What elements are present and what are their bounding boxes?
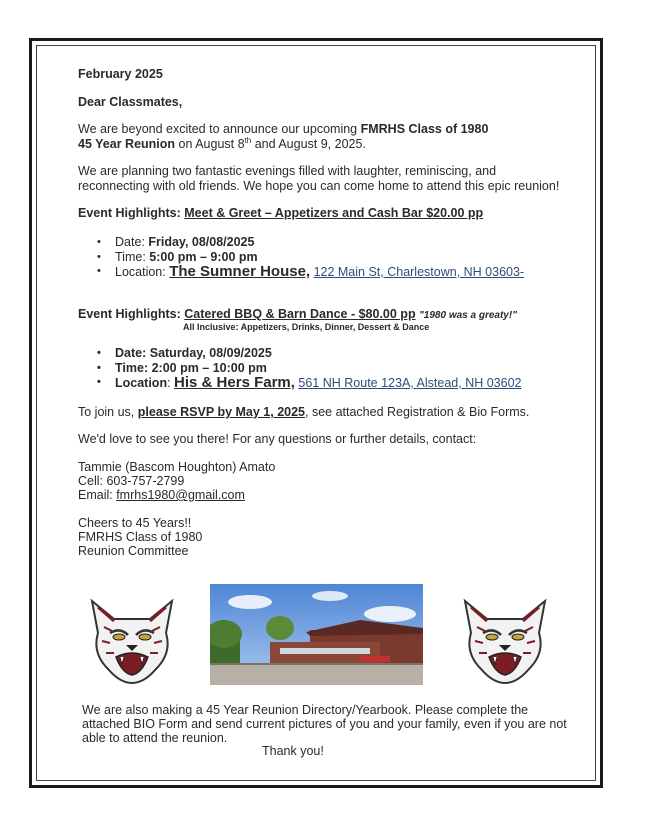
event1-date: • Date: Friday, 08/08/2025: [115, 235, 254, 250]
yearbook-line-3: able to attend the reunion.: [82, 731, 228, 745]
school-building-photo: [210, 584, 423, 685]
event2-date: • Date: Saturday, 08/09/2025: [115, 346, 272, 361]
rsvp-line: To join us, please RSVP by May 1, 2025, see attached Registration & Bio Forms.: [78, 405, 530, 419]
email-link[interactable]: fmrhs1980@gmail.com: [116, 488, 245, 502]
contact-cell: Cell: 603-757-2799: [78, 474, 185, 488]
intro-line-1: We are beyond excited to announce our upcoming FMRHS Class of 1980: [78, 122, 489, 136]
event2-inclusive: All Inclusive: Appetizers, Drinks, Dinner, Dessert & Dance: [183, 322, 430, 332]
wildcat-mascot-icon: [459, 597, 551, 685]
event1-address-link[interactable]: 122 Main St, Charlestown, NH 03603-: [313, 265, 525, 279]
closing-line-2: FMRHS Class of 1980: [78, 530, 203, 544]
greeting: Dear Classmates,: [78, 95, 183, 109]
closing-line-1: Cheers to 45 Years!!: [78, 516, 192, 530]
intro-para-2-line-1: We are planning two fantastic evenings filled with laughter, reminiscing, and: [78, 164, 497, 178]
contact-intro: We'd love to see you there! For any questions or further details, contact:: [78, 432, 477, 446]
event2-heading: Event Highlights: Catered BBQ & Barn Dance - $80.00 pp "1980 was a greaty!": [78, 307, 517, 321]
letter-date: February 2025: [78, 67, 163, 81]
yearbook-line-1: We are also making a 45 Year Reunion Directory/Yearbook. Please complete the: [82, 703, 529, 717]
thank-you: Thank you!: [262, 744, 324, 758]
event1-heading: Event Highlights: Meet & Greet – Appetizers and Cash Bar $20.00 pp: [78, 206, 484, 220]
wildcat-mascot-icon: [86, 597, 178, 685]
event2-time: • Time: 2:00 pm – 10:00 pm: [115, 361, 267, 376]
event1-time: • Time: 5:00 pm – 9:00 pm: [115, 250, 258, 265]
intro-line-2: 45 Year Reunion on August 8th and August 9, 2025.: [78, 135, 366, 151]
contact-name: Tammie (Bascom Houghton) Amato: [78, 460, 276, 474]
closing-line-3: Reunion Committee: [78, 544, 189, 558]
event1-location: • Location: The Sumner House, 122 Main St, Charlestown, NH 03603-: [115, 264, 524, 280]
contact-email: Email: fmrhs1980@gmail.com: [78, 488, 245, 502]
yearbook-line-2: attached BIO Form and send current pictures of you and your family, even if you are not: [82, 717, 567, 731]
event2-address-link[interactable]: 561 NH Route 123A, Alstead, NH 03602: [298, 376, 522, 390]
event2-location: • Location: His & Hers Farm, 561 NH Route 123A, Alstead, NH 03602: [115, 375, 521, 391]
intro-para-2-line-2: reconnecting with old friends. We hope you can come home to attend this epic reunion!: [78, 179, 560, 193]
